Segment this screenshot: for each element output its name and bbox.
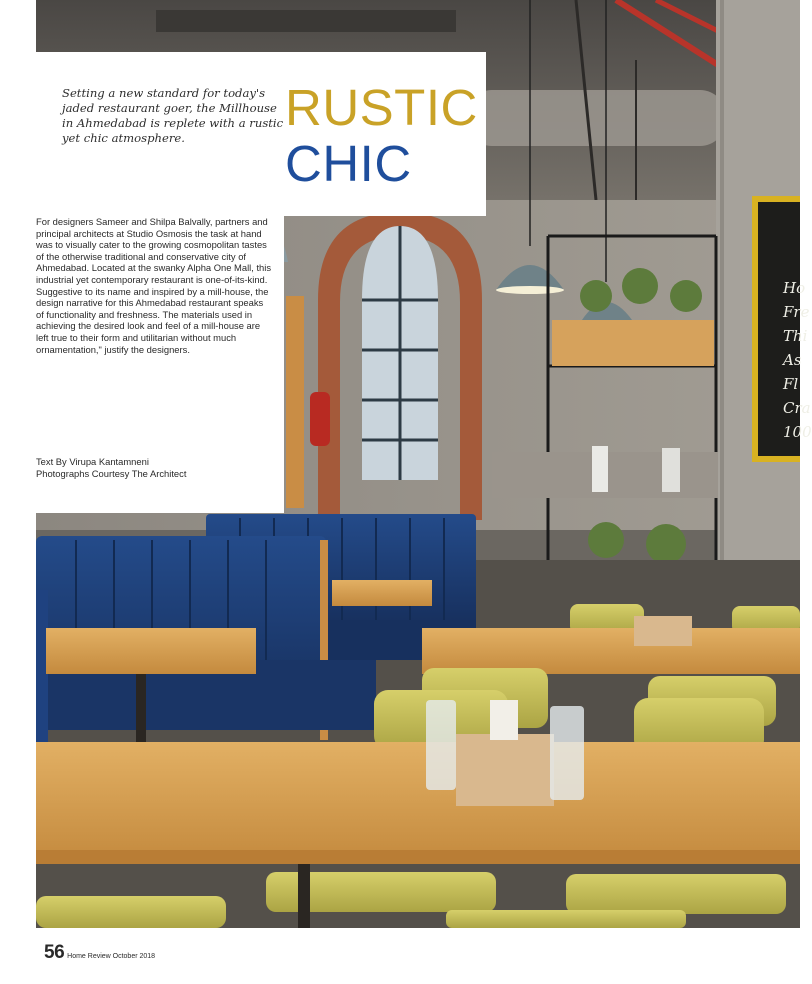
page-number: 56: [44, 942, 65, 963]
title-rustic: RUSTIC: [285, 79, 478, 136]
blackboard-line: Fl: [783, 375, 799, 393]
page-footer: [44, 942, 155, 966]
body-panel: [36, 216, 284, 513]
body-copy: For designers Sameer and Shilpa Balvally, partners and principal architects at Studio Osmosis the task at hand was to visually cater to the growing cosmopolitan tastes of the otherwise traditional and conservative city of Ahmedabad. Located at the swanky Alpha One Mall, this industrial yet contemporary restaurant is one-of-its-kind. Suggestive to its name and inspired by a mill-house, the design narrative for this Ahmedabad restaurant speaks of functionality and freshness. The materials used in achieving the desired look and feel of a mill-house are left true to their form and utilitarian without much ornamentation," justify the designers.: [36, 216, 272, 355]
blackboard-line: 100: [783, 423, 812, 441]
credit-photographs: Photographs Courtesy The Architect: [36, 468, 187, 479]
blackboard-line: Fre: [783, 303, 810, 321]
title-chic: CHIC: [285, 135, 412, 192]
intro-panel: [36, 52, 486, 216]
credits: [36, 456, 272, 480]
blackboard-line: Ho: [783, 279, 806, 297]
blackboard-line: Cra: [783, 399, 811, 417]
folio: Home Review October 2018: [67, 953, 156, 960]
blackboard-line: Thi: [783, 327, 808, 345]
credit-text-by: Text By Virupa Kantamneni: [36, 456, 149, 467]
blackboard-line: As: [783, 351, 802, 369]
standfirst: Setting a new standard for today's jaded restaurant goer, the Millhouse in Ahmedabad is replete with a rustic yet chic atmosphere.: [62, 86, 284, 145]
blackboard-menu: [783, 276, 812, 444]
